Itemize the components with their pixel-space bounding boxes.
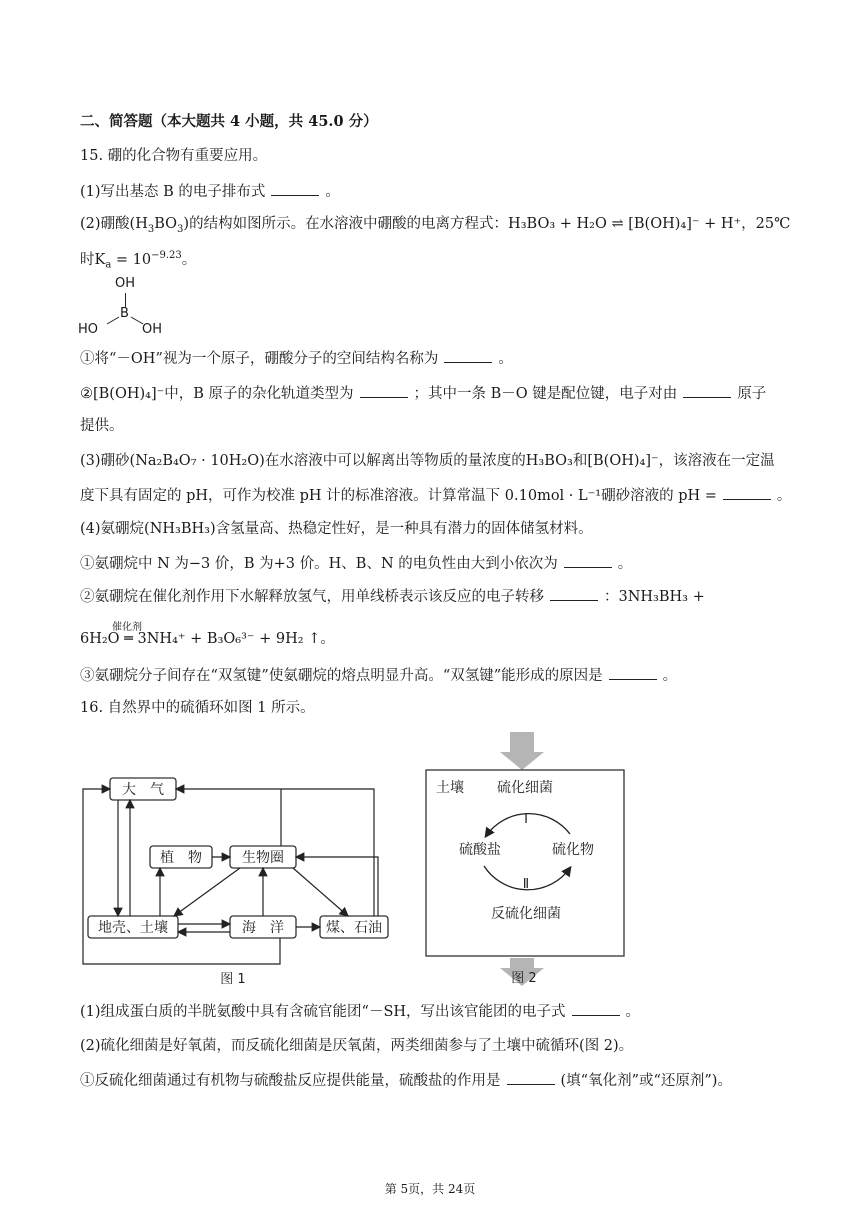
q15-part2-ka: 时$K_a = 10^{-9.23}$。	[80, 250, 197, 271]
soil-sulfur-cycle-figure-2	[420, 728, 630, 990]
q15-part4-sub2: ②氨硼烷在催化剂作用下水解释放氢气，用单线桥表示该反应的电子转移 ：3NH₃BH₃ +	[80, 586, 705, 607]
struct-oh-top: OH	[115, 276, 136, 291]
fig1-plants: 植 物	[160, 850, 202, 866]
answer-blank[interactable]	[360, 383, 408, 398]
answer-blank[interactable]	[444, 348, 492, 363]
page-footer: 第 5页，共 24页	[384, 1182, 476, 1196]
answer-blank[interactable]	[723, 485, 771, 500]
struct-b: B	[120, 306, 129, 321]
q15-sub2: ②[B(OH)₄]⁻中，B 原子的杂化轨道类型为 ；其中一条 B－O 键是配位键，电子对由 原子	[80, 383, 766, 404]
struct-ho: HO	[78, 322, 99, 337]
section-title: 二、简答题（本大题共 4 小题，共 45.0 分）	[80, 113, 378, 130]
fig2-sulfurizing-bacteria: 硫化细菌	[497, 780, 553, 796]
q16-part1: (1)组成蛋白质的半胱氨酸中具有含硫官能团“－SH，写出该官能团的电子式 。	[80, 1001, 640, 1022]
q15-part4-sub1: ①氨硼烷中 N 为−3 价，B 为+3 价。H、B、N 的电负性由大到小依次为 。	[80, 553, 632, 574]
fig2-roman-2: Ⅱ	[522, 877, 530, 892]
equation-catalyst: 催化剂	[112, 622, 142, 633]
answer-blank[interactable]	[564, 553, 612, 568]
answer-blank[interactable]	[572, 1001, 620, 1016]
fig2-sulfide: 硫化物	[552, 842, 594, 858]
answer-blank[interactable]	[507, 1070, 555, 1085]
equation: 6H₂O ═ 3NH₄⁺ + B₃O₆³⁻ + 9H₂ ↑。	[80, 631, 335, 647]
answer-blank[interactable]	[609, 665, 657, 680]
fig2-sulfate: 硫酸盐	[459, 842, 501, 858]
q15-part2: (2)硼酸$(H_3BO_3)$的结构如图所示。在水溶液中硼酸的电离方程式：H₃BO₃ + H₂O ⇌ [B(OH)₄]⁻ + H⁺，25℃	[80, 216, 791, 235]
fig2-roman-1: Ⅰ	[524, 812, 528, 827]
fig1-caption: 图 1	[220, 972, 246, 987]
q15-part4-sub3: ③氨硼烷分子间存在“双氢键”使氨硼烷的熔点明显升高。“双氢键”能形成的原因是 。	[80, 665, 677, 686]
sulfur-cycle-figure-1	[78, 770, 398, 990]
q15-part4: (4)氨硼烷(NH₃BH₃)含氢量高、热稳定性好，是一种具有潜力的固体储氢材料。	[80, 521, 593, 537]
fig1-coal: 煤、石油	[326, 920, 382, 936]
q16-part2-sub1: ①反硫化细菌通过有机物与硫酸盐反应提供能量，硫酸盐的作用是 (填“氧化剂”或“还原剂”)。	[80, 1070, 732, 1091]
q15-sub2-line2: 提供。	[80, 418, 124, 434]
boric-acid-structure	[78, 276, 178, 340]
fig1-ocean: 海 洋	[242, 920, 284, 936]
fig1-crust: 地壳、土壤	[98, 920, 168, 936]
q16-stem: 16. 自然界中的硫循环如图 1 所示。	[80, 700, 315, 716]
q15-part3-line2: 度下具有固定的 pH，可作为校准 pH 计的标准溶液。计算常温下 0.10mol · L⁻¹硼砂溶液的 pH = 。	[80, 485, 791, 506]
q16-part2: (2)硫化细菌是好氧菌，而反硫化细菌是厌氧菌，两类细菌参与了土壤中硫循环(图 2)。	[80, 1038, 634, 1054]
answer-blank[interactable]	[271, 181, 319, 196]
q15-sub1: ①将“－OH”视为一个原子，硼酸分子的空间结构名称为 。	[80, 348, 513, 369]
fig1-atmosphere: 大 气	[122, 782, 164, 798]
q15-part3-line1: (3)硼砂(Na₂B₄O₇ · 10H₂O)在水溶液中可以解离出等物质的量浓度的H₃BO₃和[B(OH)₄]⁻，该溶液在一定温	[80, 453, 775, 469]
answer-blank[interactable]	[550, 586, 598, 601]
q15-stem: 15. 硼的化合物有重要应用。	[80, 148, 268, 164]
fig1-biosphere: 生物圈	[242, 850, 284, 866]
fig2-desulfurizing-bacteria: 反硫化细菌	[491, 906, 561, 922]
fig2-caption: 图 2	[511, 971, 537, 986]
fig2-soil: 土壤	[436, 780, 464, 796]
answer-blank[interactable]	[683, 383, 731, 398]
arrow-in	[500, 732, 544, 770]
struct-oh-right: OH	[142, 322, 163, 337]
q15-part1: (1)写出基态 B 的电子排布式 。	[80, 181, 340, 202]
